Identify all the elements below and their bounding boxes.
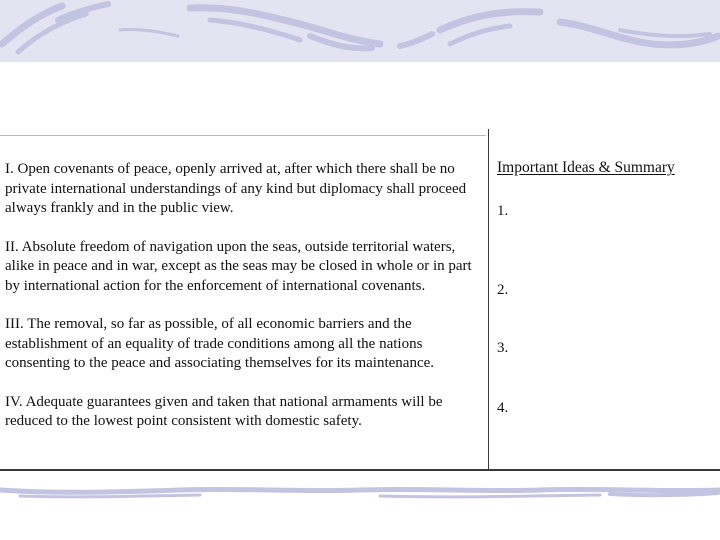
column-divider (488, 129, 489, 470)
point-2: II. Absolute freedom of navigation upon the seas, outside territorial waters, alike in peace and in war, except as the seas may be closed in whole or in part by international action for the enforcement of international covenants. (5, 238, 472, 294)
point-4: IV. Adequate guarantees given and taken that national armaments will be reduced to the lowest point consistent with domestic safety. (5, 393, 443, 429)
point-3: III. The removal, so far as possible, of all economic barriers and the establishment of an equality of trade conditions among all the nations consenting to the peace and associating themselves for its maintenance. (5, 316, 435, 371)
fourteen-points-excerpt (5, 160, 483, 451)
summary-column (497, 159, 707, 416)
summary-number-3: 3. (497, 340, 509, 356)
brush-stroke-decoration-footer (0, 478, 720, 508)
point-1: I. Open covenants of peace, openly arrived at, after which there shall be no private international understandings of any kind but diplomacy shall proceed always frankly and in the public view. (5, 161, 467, 216)
summary-number-2: 2. (497, 282, 509, 298)
scanned-document (0, 135, 720, 473)
summary-number-4: 4. (497, 400, 509, 416)
decorative-header-banner (0, 0, 720, 62)
top-rule (0, 135, 486, 136)
bottom-rule (0, 469, 720, 471)
summary-number-1: 1. (497, 203, 509, 219)
summary-title: Important Ideas & Summary (497, 159, 675, 176)
brush-stroke-decoration (0, 0, 720, 62)
decorative-footer-banner (0, 478, 720, 508)
